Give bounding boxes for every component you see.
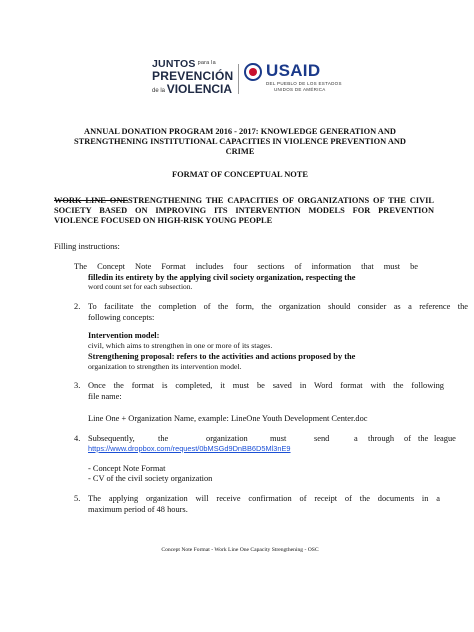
document-title	[60, 127, 420, 157]
item4-bullet-2: - CV of the civil society organization	[88, 474, 213, 483]
item3-line1: Once the format is completed, it must be saved in Word format with the following	[88, 381, 444, 390]
title-line-2: STRENGTHENING INSTITUTIONAL CAPACITIES IN VIOLENCE PREVENTION AND	[74, 137, 406, 146]
item4-bullet-1: - Concept Note Format	[88, 464, 166, 473]
work-line-text: STRENGTHENING THE CAPACITIES OF ORGANIZATIONS OF THE CIVIL SOCIETY BASED ON IMPROVING ITS INTERVENTION MODELS FOR PREVENTION VIOLENCE FOCUSED ON HIGH-RISK YOUNG PEOPLE	[54, 196, 434, 225]
juntos-logo-line3-prefix: de la	[152, 88, 166, 94]
item4-word: organization	[206, 434, 248, 443]
item4-word: Subsequently,	[88, 434, 135, 443]
usaid-wordmark: USAID	[266, 61, 321, 80]
usaid-tagline-2: UNIDOS DE AMÉRICA	[274, 87, 326, 92]
item4-word: of	[404, 434, 411, 443]
strengthening-proposal-text: organization to strengthen its intervention model.	[88, 362, 242, 371]
item3-example: Line One + Organization Name, example: LineOne Youth Development Center.doc	[88, 414, 368, 423]
para1-line1: The Concept Note Format includes four sections of information that must be	[74, 262, 418, 271]
strengthening-proposal-label: Strengthening proposal: refers to the activities and actions proposed by the	[88, 352, 356, 361]
item4-word: send	[314, 434, 330, 443]
work-line-struck: WORK LINE ONE	[54, 196, 128, 205]
juntos-logo-line1: JUNTOS	[152, 58, 196, 70]
item3-line2: file name:	[88, 392, 122, 401]
juntos-logo-line3-main: VIOLENCIA	[166, 82, 233, 96]
item4-word: a	[354, 434, 358, 443]
item2-line2: following concepts:	[88, 313, 155, 322]
item3-number: 3.	[74, 381, 81, 390]
item2-line1: To facilitate the completion of the form, the organization should consider as a reference the	[88, 302, 468, 311]
para1-line3: word count set for each subsection.	[88, 282, 193, 291]
title-line-1: ANNUAL DONATION PROGRAM 2016 - 2017: KNOWLEDGE GENERATION AND	[84, 127, 396, 136]
item4-word: through	[368, 434, 395, 443]
item4-word: the	[418, 434, 429, 443]
item5-number: 5.	[74, 494, 81, 503]
item4-word: the	[158, 434, 169, 443]
item5-line1: The applying organization will receive confirmation of receipt of the documents in a	[88, 494, 440, 503]
logo-divider	[238, 64, 239, 94]
intervention-model-text: civil, which aims to strengthen in one or more of its stages.	[88, 341, 273, 350]
page-footer: Concept Note Format - Work Line One Capacity Strengthening - OSC	[161, 547, 319, 553]
filling-instructions-label: Filling instructions:	[54, 242, 120, 251]
item4-word: league	[434, 434, 456, 443]
para1-line2: filledin its entirety by the applying civil society organization, respecting the	[88, 273, 356, 282]
document-subtitle: FORMAT OF CONCEPTUAL NOTE	[172, 170, 308, 179]
juntos-logo-small: para la	[197, 60, 216, 66]
dropbox-upload-link[interactable]: https://www.dropbox.com/request/0bMSGd9DnBB6D5Ml3nE9	[88, 444, 291, 453]
work-line-heading	[54, 196, 434, 226]
usaid-logo	[244, 63, 342, 99]
item4-word: must	[270, 434, 287, 443]
juntos-logo-line2: PREVENCIÓN	[152, 69, 234, 83]
item5-line2: maximum period of 48 hours.	[88, 505, 188, 514]
item2-number: 2.	[74, 302, 81, 311]
usaid-tagline-1: DEL PUEBLO DE LOS ESTADOS	[266, 81, 342, 86]
juntos-prevencion-logo	[152, 58, 248, 96]
intervention-model-label: Intervention model:	[88, 331, 160, 340]
title-line-3: CRIME	[225, 147, 255, 156]
usaid-seal-icon	[244, 63, 262, 81]
item4-number: 4.	[74, 434, 81, 443]
